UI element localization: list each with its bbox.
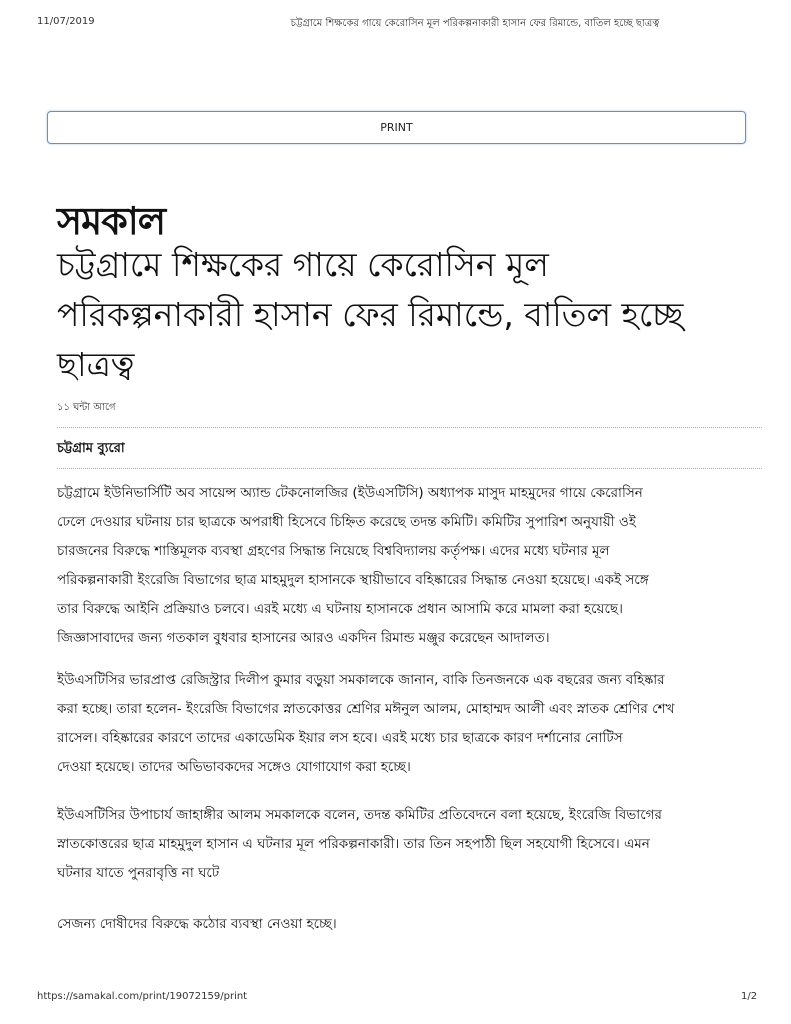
headline-line: চট্টগ্রামে শিক্ষকের গায়ে কেরোসিন মূল	[57, 245, 549, 284]
paragraph-line: জিজ্ঞাসাবাদের জন্য গতকাল বুধবার হাসানের আরও একদিন রিমান্ড মঞ্জুর করেছেন আদালত।	[57, 630, 550, 646]
headline-line: পরিকল্পনাকারী হাসান ফের রিমান্ডে, বাতিল হচ্ছে	[57, 295, 684, 334]
print-date: 11/07/2019	[37, 16, 95, 27]
article-paragraph	[57, 910, 767, 939]
paragraph-line: করা হচ্ছে। তারা হলেন- ইংরেজি বিভাগের স্নাতকোত্তর শ্রেণির মঈনুল আলম, মোহাম্মদ আলী এবং স্নাতক শ্রেণির শেখ	[57, 701, 675, 717]
print-document-title: চট্টগ্রামে শিক্ষকের গায়ে কেরোসিন মূল পরিকল্পনাকারী হাসান ফের রিমান্ডে, বাতিল হচ্ছে ছাত্রত্ব	[290, 18, 660, 29]
paragraph-line: দেওয়া হয়েছে। তাদের অভিভাবকদের সঙ্গেও যোগাযোগ করা হচ্ছে।	[57, 759, 411, 775]
headline-line: ছাত্রত্ব	[57, 345, 135, 384]
divider	[57, 468, 762, 469]
paragraph-line: ইউএসটিসির ভারপ্রাপ্ত রেজিস্ট্রার দিলীপ কুমার বড়ুয়া সমকালকে জানান, বাকি তিনজনকে এক বছরের জন্য বহিষ্কার	[57, 672, 665, 688]
article-paragraph	[57, 479, 767, 653]
paragraph-line: পরিকল্পনাকারী ইংরেজি বিভাগের ছাত্র মাহমুদুল হাসানকে স্থায়ীভাবে বহিষ্কারের সিদ্ধান্ত নেওয়া হয়েছে। একই সঙ্গে	[57, 572, 649, 588]
paragraph-line: ঢেলে দেওয়ার ঘটনায় চার ছাত্রকে অপরাধী হিসেবে চিহ্নিত করেছে তদন্ত কমিটি। কমিটির সুপারিশ অনুযায়ী ওই	[57, 514, 636, 530]
samakal-logo: সমকাল	[57, 198, 166, 243]
paragraph-line: ইউএসটিসির উপাচার্য জাহাঙ্গীর আলম সমকালকে বলেন, তদন্ত কমিটির প্রতিবেদনে বলা হয়েছে, ইংরেজি বিভাগের	[57, 807, 662, 823]
print-button[interactable]: PRINT	[47, 111, 746, 144]
publish-time: ১১ ঘন্টা আগে	[57, 402, 116, 413]
page-number: 1/2	[741, 991, 758, 1002]
article-paragraph	[57, 801, 767, 888]
article-headline	[57, 240, 737, 390]
paragraph-line: স্নাতকোত্তরের ছাত্র মাহমুদুল হাসান এ ঘটনার মূল পরিকল্পনাকারী। তার তিন সহপাঠী ছিল সহযোগী হিসেবে। এমন	[57, 836, 650, 852]
paragraph-line: রাসেল। বহিষ্কারের কারণে তাদের একাডেমিক ইয়ার লস হবে। এরই মধ্যে চার ছাত্রকে কারণ দর্শানোর নোটিস	[57, 730, 623, 746]
paragraph-line: চট্টগ্রামে ইউনিভার্সিটি অব সায়েন্স অ্যান্ড টেকনোলজির (ইউএসটিসি) অধ্যাপক মাসুদ মাহমুদের গায়ে কেরোসিন	[57, 485, 643, 501]
paragraph-line: ঘটনার যাতে পুনরাবৃত্তি না ঘটে	[57, 865, 220, 881]
paragraph-line: চারজনের বিরুদ্ধে শাস্তিমূলক ব্যবস্থা গ্রহণের সিদ্ধান্ত নিয়েছে বিশ্ববিদ্যালয় কর্তৃপক্ষ। এদের মধ্যে ঘটনার মূল	[57, 543, 610, 559]
byline: চট্টগ্রাম ব্যুরো	[57, 441, 125, 456]
article-paragraph	[57, 666, 767, 782]
paragraph-line: সেজন্য দোষীদের বিরুদ্ধে কঠোর ব্যবস্থা নেওয়া হচ্ছে।	[57, 916, 337, 932]
print-url: https://samakal.com/print/19072159/print	[37, 991, 248, 1002]
divider	[57, 427, 762, 428]
paragraph-line: তার বিরুদ্ধে আইনি প্রক্রিয়াও চলবে। এরই মধ্যে এ ঘটনায় হাসানকে প্রধান আসামি করে মামলা করা হয়েছে।	[57, 601, 623, 617]
